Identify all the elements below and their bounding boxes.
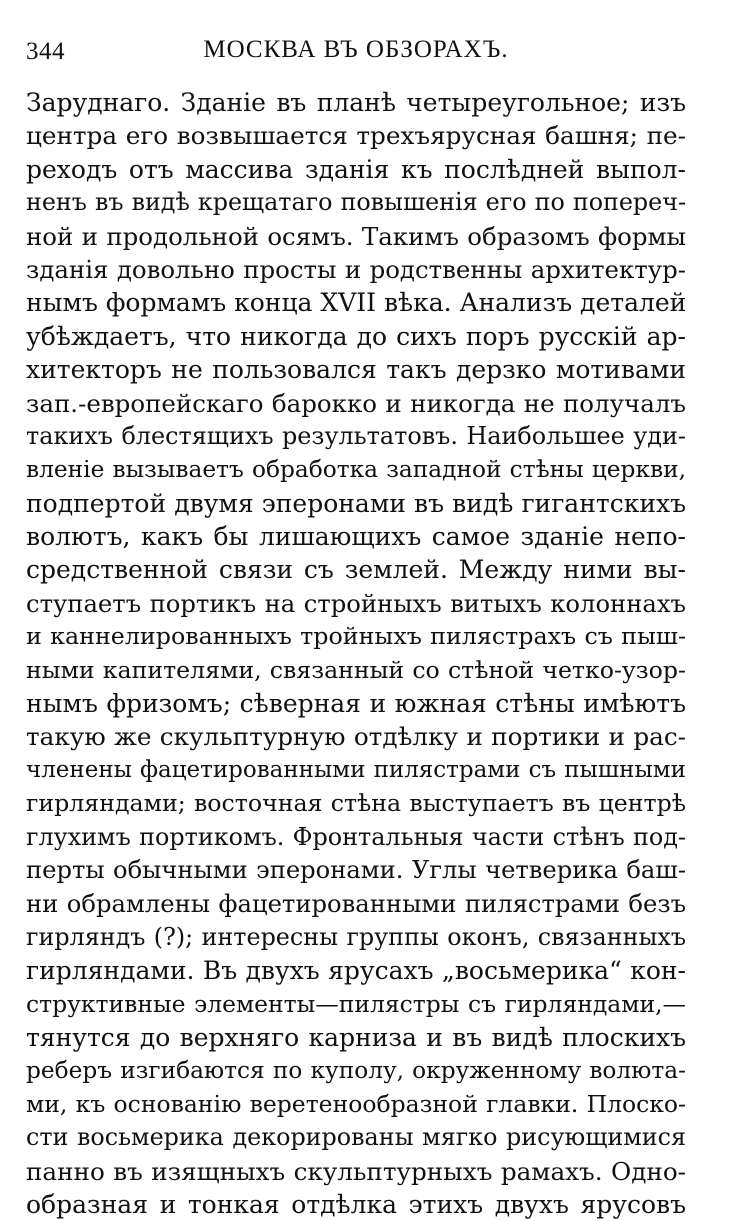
page-number: 344 — [26, 38, 65, 65]
book-page — [26, 22, 687, 1219]
text-line: ными капителями, связанный со стѣной четко-узор- — [26, 655, 686, 684]
text-line: членены фацетированными пилястрами съ пышными — [26, 756, 686, 783]
text-line: зданія довольно просты и родственны архитектур- — [26, 254, 686, 284]
text-line: волютъ, какъ бы лишающихъ самое зданіе непо- — [26, 522, 686, 552]
text-line: сти восьмерика декорированы мягко рисующимися — [26, 1123, 686, 1152]
text-line: структивные элементы—пилястры съ гирляндами,— — [26, 989, 686, 1018]
text-line: вленіе вызываетъ обработка западной стѣны церкви, — [26, 456, 686, 484]
text-line: панно въ изящныхъ скульптурныхъ рамахъ. Одно- — [26, 1156, 686, 1186]
text-line: такихъ блестящихъ результатовъ. Наибольшее уди- — [26, 421, 686, 450]
text-line: нымъ фризомъ; сѣверная и южная стѣны имѣютъ — [26, 689, 686, 719]
text-line: ненъ въ видѣ крещатаго повышенія его по попереч- — [26, 188, 686, 217]
text-line: ной и продольной осямъ. Такимъ образомъ формы — [26, 221, 686, 251]
running-title: МОСКВА ВЪ ОБЗОРАХЪ. — [203, 36, 509, 63]
text-line: ступаетъ портикъ на стройныхъ витыхъ колоннахъ — [26, 588, 686, 618]
text-line: гирляндами; восточная стѣна выступаетъ въ центрѣ — [26, 789, 686, 818]
text-line: образная и тонкая отдѣлка этихъ двухъ ярусовъ — [26, 1189, 686, 1219]
text-line: реберъ изгибаются по куполу, окруженному волюта- — [26, 1057, 686, 1085]
text-line: ни обрамлены фацетированными пилястрами безъ — [26, 889, 686, 919]
text-line: нымъ формамъ конца XVII вѣка. Анализъ деталей — [26, 288, 687, 318]
text-line: гирляндами. Въ двухъ ярусахъ „восьмерика“ кон- — [26, 956, 686, 986]
text-line: зап.-европейскаго барокко и никогда не получалъ — [26, 388, 686, 418]
text-line: реходъ отъ массива зданія къ послѣдней выпол- — [26, 154, 686, 184]
body-text — [26, 86, 686, 1221]
text-line: ми, къ основанію веретенообразной главки. Плоско- — [26, 1089, 686, 1118]
text-line: такую же скульптурную отдѣлку и портики и рас- — [26, 722, 686, 752]
text-line: и каннелированныхъ тройныхъ пилястрахъ съ пыш- — [26, 622, 686, 651]
running-head — [26, 22, 686, 65]
text-line: Заруднаго. Зданіе въ планѣ четыреугольное; изъ — [26, 88, 686, 117]
text-line: перты обычными эперонами. Углы четверика баш- — [26, 855, 686, 884]
text-line: глухимъ портикомъ. Фронтальныя части стѣнъ под- — [26, 822, 686, 851]
text-line: гирляндъ (?); интересны группы оконъ, связанныхъ — [26, 922, 686, 951]
text-line: центра его возвышается трехъярусная башня; пе- — [26, 121, 686, 151]
text-line: тянутся до верхняго карниза и въ видѣ плоскихъ — [26, 1022, 686, 1052]
text-line: хитекторъ не пользовался такъ дерзко мотивами — [26, 355, 686, 385]
text-line: подпертой двумя эперонами въ видѣ гигантскихъ — [26, 488, 686, 518]
text-line: средственной связи съ землей. Между ними вы- — [26, 555, 686, 585]
text-line: убѣждаетъ, что никогда до сихъ поръ русскій ар- — [26, 321, 686, 351]
